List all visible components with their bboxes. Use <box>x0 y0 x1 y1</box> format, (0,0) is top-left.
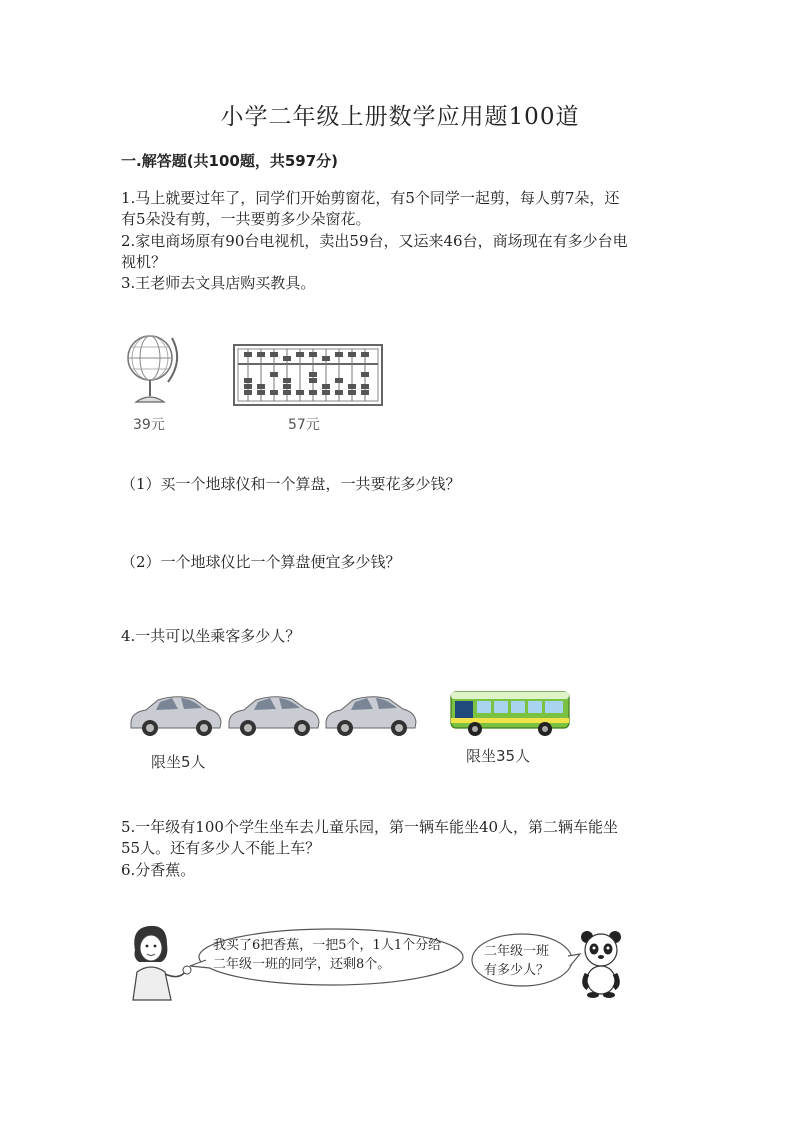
question-3-part-2: （2）一个地球仪比一个算盘便宜多少钱？ <box>121 553 401 571</box>
teacher-speech-line-1: 我买了6把香蕉，一把5个，1人1个分给 <box>213 938 442 953</box>
panda-speech-line-2: 有多少人？ <box>484 963 550 978</box>
abacus-price: 57元 <box>288 417 320 433</box>
question-3: 3.王老师去文具店购买教具。 <box>121 274 316 292</box>
question-5-line-1: 5.一年级有100个学生坐车去儿童乐园，第一辆车能坐40人，第二辆车能坐 <box>121 818 619 836</box>
globe-icon <box>122 330 182 410</box>
bus-icon <box>449 688 571 738</box>
question-1-line-2: 有5朵没有剪，一共要剪多少朵窗花。 <box>121 210 371 228</box>
question-2-line-1: 2.家电商场原有90台电视机，卖出59台，又运来46台，商场现在有多少台电 <box>121 232 628 250</box>
question-6: 6.分香蕉。 <box>121 861 196 879</box>
question-4: 4.一共可以坐乘客多少人？ <box>121 627 301 645</box>
car-icon <box>226 692 321 740</box>
section-heading: 一.解答题(共100题，共597分) <box>121 152 339 170</box>
teacher-icon <box>125 924 195 1000</box>
teacher-speech-text <box>213 936 441 974</box>
question-3-part-1: （1）买一个地球仪和一个算盘，一共要花多少钱？ <box>121 475 461 493</box>
teacher-speech-line-2: 二年级一班的同学，还剩8个。 <box>213 957 391 972</box>
bus-capacity-label: 限坐35人 <box>466 747 531 765</box>
page-title: 小学二年级上册数学应用题100道 <box>220 104 580 130</box>
question-1-line-1: 1.马上就要过年了，同学们开始剪窗花，有5个同学一起剪，每人剪7朵，还 <box>121 189 620 207</box>
car-icon <box>323 692 418 740</box>
question-5-line-2: 55人。还有多少人不能上车？ <box>121 839 321 857</box>
car-capacity-label: 限坐5人 <box>151 753 206 771</box>
abacus-icon <box>233 344 383 406</box>
globe-price: 39元 <box>133 417 165 433</box>
car-icon <box>128 692 223 740</box>
panda-icon <box>578 930 624 998</box>
panda-speech-line-1: 二年级一班 <box>484 944 550 959</box>
question-2-line-2: 视机？ <box>121 253 167 271</box>
panda-speech-text <box>484 942 549 980</box>
